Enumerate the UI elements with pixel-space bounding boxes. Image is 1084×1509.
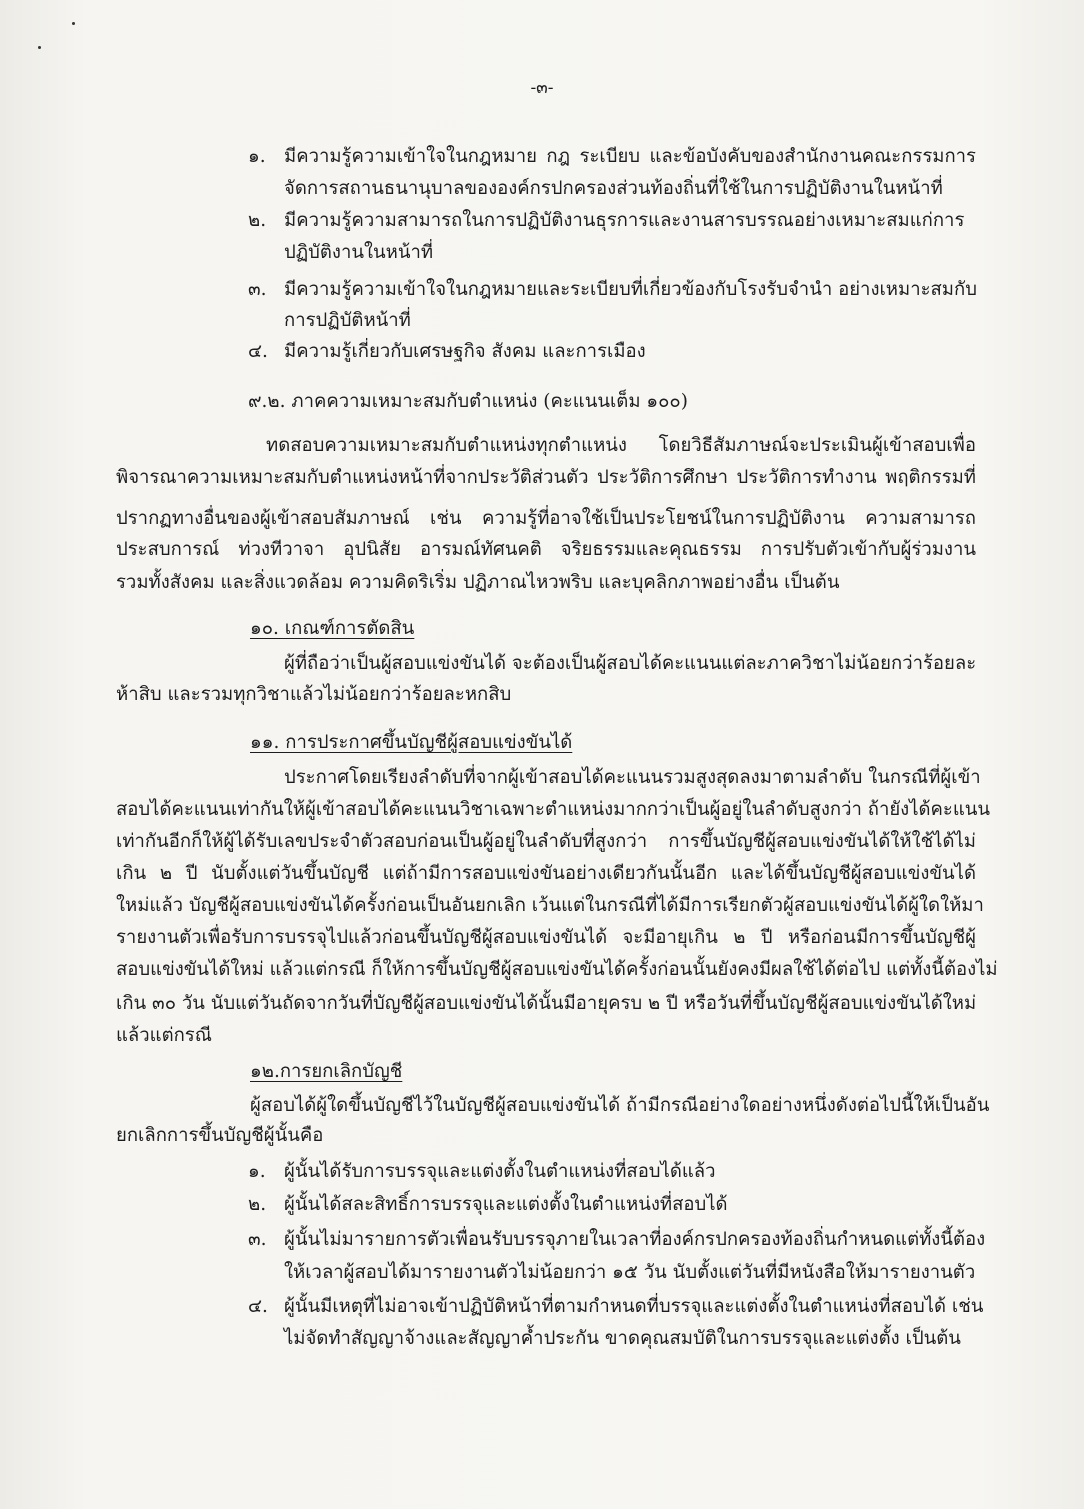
qualification-number: ๒. — [248, 210, 267, 231]
section-heading-10: ๑๐. เกณฑ์การตัดสิน — [250, 618, 415, 639]
paragraph-line: ปรากฏทางอื่นของผู้เข้าสอบสัมภาษณ์ เช่น ความรู้ที่อาจใช้เป็นประโยชน์ในการปฏิบัติงาน ความสามารถ — [116, 508, 976, 529]
cancel-item-line: ผู้นั้นได้รับการบรรจุและแต่งตั้งในตำแหน่งที่สอบได้แล้ว — [284, 1161, 716, 1182]
cancel-item-line: ผู้นั้นมีเหตุที่ไม่อาจเข้าปฏิบัติหน้าที่ตามกำหนดที่บรรจุและแต่งตั้งในตำแหน่งที่สอบได้ เช่น — [284, 1296, 984, 1317]
qualification-number: ๔. — [248, 341, 268, 362]
section-heading-9-2: ๙.๒. ภาคความเหมาะสมกับตำแหน่ง (คะแนนเต็ม ๑๐๐) — [248, 391, 688, 412]
paragraph-line: ประกาศโดยเรียงลำดับที่จากผู้เข้าสอบได้คะแนนรวมสูงสุดลงมาตามลำดับ ในกรณีที่ผู้เข้า — [284, 767, 981, 788]
scan-speck — [72, 22, 75, 25]
qualification-line: มีความรู้ความเข้าใจในกฎหมายและระเบียบที่เกี่ยวข้องกับโรงรับจำนำ อย่างเหมาะสมกับ — [284, 279, 977, 300]
paragraph-line: เกิน ๓๐ วัน นับแต่วันถัดจากวันที่บัญชีผู้สอบแข่งขันได้นั้นมีอายุครบ ๒ ปี หรือวันที่ขึ้นบัญชีผู้สอบแข่งขันได้ใหม่ — [116, 993, 977, 1014]
cancel-item-number: ๔. — [248, 1296, 268, 1317]
section-heading-11: ๑๑. การประกาศขึ้นบัญชีผู้สอบแข่งขันได้ — [250, 732, 573, 753]
page-number: -๓- — [530, 78, 554, 98]
qualification-line: มีความรู้ความเข้าใจในกฎหมาย กฎ ระเบียบ และข้อบังคับของสำนักงานคณะกรรมการ — [284, 146, 976, 167]
cancel-item-line: ผู้นั้นได้สละสิทธิ์การบรรจุและแต่งตั้งในตำแหน่งที่สอบได้ — [284, 1194, 728, 1215]
qualification-number: ๑. — [248, 146, 266, 167]
cancel-item-number: ๒. — [248, 1194, 267, 1215]
paragraph-line: ยกเลิกการขึ้นบัญชีผู้นั้นคือ — [116, 1125, 324, 1146]
paragraph-line: แล้วแต่กรณี — [116, 1025, 212, 1046]
cancel-item-line: ให้เวลาผู้สอบได้มารายงานตัวไม่น้อยกว่า ๑๕ วัน นับตั้งแต่วันที่มีหนังสือให้มารายงานตัว — [284, 1262, 976, 1283]
paragraph-line: เกิน ๒ ปี นับตั้งแต่วันขึ้นบัญชี แต่ถ้ามีการสอบแข่งขันอย่างเดียวกันนั้นอีก และได้ขึ้นบัญชีผู้สอบแข่งขันได้ — [116, 863, 976, 884]
cancel-item-line: ผู้นั้นไม่มารายการตัวเพื่อนรับบรรจุภายในเวลาที่องค์กรปกครองท้องถิ่นกำหนดแต่ทั้งนี้ต้อง — [284, 1229, 986, 1250]
paragraph-line: ใหม่แล้ว บัญชีผู้สอบแข่งขันได้ครั้งก่อนเป็นอันยกเลิก เว้นแต่ในกรณีที่ได้มีการเรียกตัวผู้สอบแข่งขันได้ผู้ใดให้มา — [116, 895, 984, 916]
paragraph-line: ผู้สอบได้ผู้ใดขึ้นบัญชีไว้ในบัญชีผู้สอบแข่งขันได้ ถ้ามีกรณีอย่างใดอย่างหนึ่งดังต่อไปนี้ให้เป็นอัน — [250, 1095, 990, 1116]
paragraph-line: พิจารณาความเหมาะสมกับตำแหน่งหน้าที่จากประวัติส่วนตัว ประวัติการศึกษา ประวัติการทำงาน พฤติกรรมที่ — [116, 467, 976, 488]
qualification-line: จัดการสถานธนานุบาลขององค์กรปกครองส่วนท้องถิ่นที่ใช้ในการปฏิบัติงานในหน้าที่ — [284, 178, 943, 199]
paragraph-line: ประสบการณ์ ท่วงทีวาจา อุปนิสัย อารมณ์ทัศนคติ จริยธรรมและคุณธรรม การปรับตัวเข้ากับผู้ร่วมงาน — [116, 539, 976, 560]
paragraph-line: ผู้ที่ถือว่าเป็นผู้สอบแข่งขันได้ จะต้องเป็นผู้สอบได้คะแนนแต่ละภาควิชาไม่น้อยกว่าร้อยละ — [284, 653, 977, 674]
cancel-item-number: ๓. — [248, 1229, 267, 1250]
paragraph-line: สอบแข่งขันได้ใหม่ แล้วแต่กรณี ก็ให้การขึ้นบัญชีผู้สอบแข่งขันได้ครั้งก่อนนั้นยังคงมีผลใช้ได้ต่อไป แต่ทั้งนี้ต้องไม่ — [116, 959, 998, 980]
paragraph-line: เท่ากันอีกก็ให้ผู้ได้รับเลขประจำตัวสอบก่อนเป็นผู้อยู่ในลำดับที่สูงกว่า การขึ้นบัญชีผู้สอบแข่งขันได้ให้ใช้ได้ไม่ — [116, 831, 976, 852]
paragraph-line: ห้าสิบ และรวมทุกวิชาแล้วไม่น้อยกว่าร้อยละหกสิบ — [116, 684, 512, 705]
qualification-line: มีความรู้ความสามารถในการปฏิบัติงานธุรการและงานสารบรรณอย่างเหมาะสมแก่การ — [284, 210, 965, 231]
qualification-number: ๓. — [248, 279, 267, 300]
cancel-item-number: ๑. — [248, 1161, 266, 1182]
scan-speck — [38, 46, 41, 49]
paragraph-line: รายงานตัวเพื่อรับการบรรจุไปแล้วก่อนขึ้นบัญชีผู้สอบแข่งขันได้ จะมีอายุเกิน ๒ ปี หรือก่อนมีการขึ้นบัญชีผู้ — [116, 927, 976, 948]
qualification-line: มีความรู้เกี่ยวกับเศรษฐกิจ สังคม และการเมือง — [284, 341, 646, 362]
cancel-item-line: ไม่จัดทำสัญญาจ้างและสัญญาค้ำประกัน ขาดคุณสมบัติในการบรรจุและแต่งตั้ง เป็นต้น — [284, 1328, 961, 1349]
section-heading-12: ๑๒.การยกเลิกบัญชี — [250, 1061, 403, 1082]
paragraph-line: ทดสอบความเหมาะสมกับตำแหน่งทุกตำแหน่ง โดยวิธีสัมภาษณ์จะประเมินผู้เข้าสอบเพื่อ — [266, 435, 976, 456]
qualification-line: การปฏิบัติหน้าที่ — [284, 310, 411, 331]
paragraph-line: สอบได้คะแนนเท่ากันให้ผู้เข้าสอบได้คะแนนวิชาเฉพาะตำแหน่งมากกว่าเป็นผู้อยู่ในลำดับสูงกว่า ถ้ายังได้คะแนน — [116, 799, 991, 820]
qualification-line: ปฏิบัติงานในหน้าที่ — [284, 242, 434, 263]
paragraph-line: รวมทั้งสังคม และสิ่งแวดล้อม ความคิดริเริ่ม ปฏิภาณไหวพริบ และบุคลิกภาพอย่างอื่น เป็นต้น — [116, 572, 840, 593]
